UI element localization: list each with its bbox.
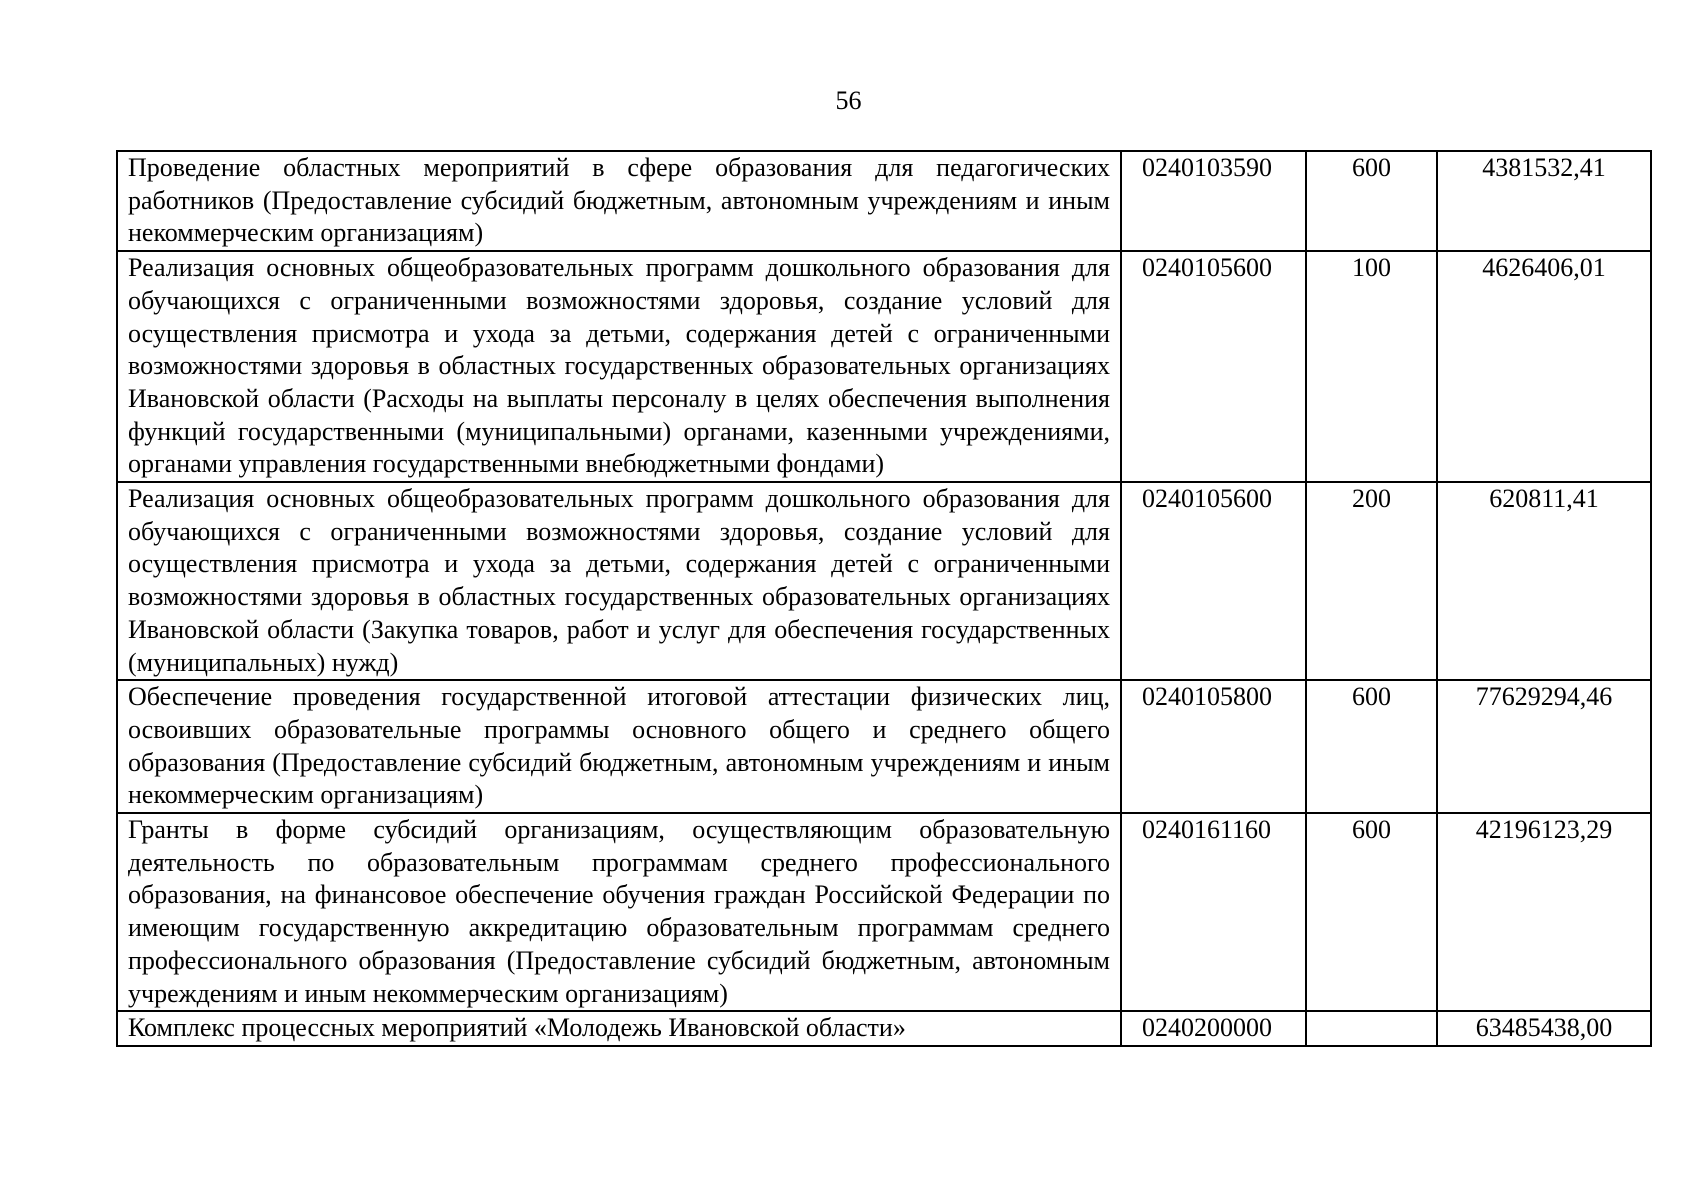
row-description: Реализация основных общеобразовательных программ дошкольного образования для обучающихся с ограниченными возможностями здоровья, создание условий для осуществления присмотра и ухода за детьми, содержания детей с ограниченными возможностями здоровья в областных государственных образовательных организациях Ивановской области (Расходы на выплаты персоналу в целях обеспечения выполнения функций государственными (муниципальными) органами, казенными учреждениями, органами управления государственными внебюджетными фондами) xyxy=(117,251,1121,482)
table-row xyxy=(117,251,1651,482)
row-target-code: 0240105600 xyxy=(1121,251,1306,482)
row-description: Проведение областных мероприятий в сфере образования для педагогических работников (Предоставление субсидий бюджетным, автономным учреждениям и иным некоммерческим организациям) xyxy=(117,151,1121,251)
row-target-code: 0240103590 xyxy=(1121,151,1306,251)
table-row xyxy=(117,813,1651,1011)
row-amount: 4626406,01 xyxy=(1437,251,1651,482)
row-target-code: 0240161160 xyxy=(1121,813,1306,1011)
table-row xyxy=(117,482,1651,680)
table-row xyxy=(117,1011,1651,1046)
row-expense-type xyxy=(1306,1011,1437,1046)
budget-table xyxy=(116,150,1652,1047)
row-expense-type: 600 xyxy=(1306,813,1437,1011)
table-row xyxy=(117,680,1651,813)
row-description: Обеспечение проведения государственной итоговой аттестации физических лиц, освоивших образовательные программы основного общего и среднего общего образования (Предоставление субсидий бюджетным, автономным учреждениям и иным некоммерческим организациям) xyxy=(117,680,1121,813)
row-description: Комплекс процессных мероприятий «Молодежь Ивановской области» xyxy=(117,1011,1121,1046)
row-target-code: 0240200000 xyxy=(1121,1011,1306,1046)
row-expense-type: 200 xyxy=(1306,482,1437,680)
row-amount: 63485438,00 xyxy=(1437,1011,1651,1046)
row-amount: 77629294,46 xyxy=(1437,680,1651,813)
row-expense-type: 100 xyxy=(1306,251,1437,482)
row-expense-type: 600 xyxy=(1306,151,1437,251)
row-amount: 620811,41 xyxy=(1437,482,1651,680)
row-target-code: 0240105600 xyxy=(1121,482,1306,680)
row-amount: 4381532,41 xyxy=(1437,151,1651,251)
row-description: Гранты в форме субсидий организациям, осуществляющим образовательную деятельность по образовательным программам среднего профессионального образования, на финансовое обеспечение обучения граждан Российской Федерации по имеющим государственную аккредитацию образовательным программам среднего профессионального образования (Предоставление субсидий бюджетным, автономным учреждениям и иным некоммерческим организациям) xyxy=(117,813,1121,1011)
row-amount: 42196123,29 xyxy=(1437,813,1651,1011)
row-target-code: 0240105800 xyxy=(1121,680,1306,813)
row-expense-type: 600 xyxy=(1306,680,1437,813)
page-number: 56 xyxy=(835,86,862,115)
row-description: Реализация основных общеобразовательных программ дошкольного образования для обучающихся с ограниченными возможностями здоровья, создание условий для осуществления присмотра и ухода за детьми, содержания детей с ограниченными возможностями здоровья в областных государственных образовательных организациях Ивановской области (Закупка товаров, работ и услуг для обеспечения государственных (муниципальных) нужд) xyxy=(117,482,1121,680)
table-row xyxy=(117,151,1651,251)
